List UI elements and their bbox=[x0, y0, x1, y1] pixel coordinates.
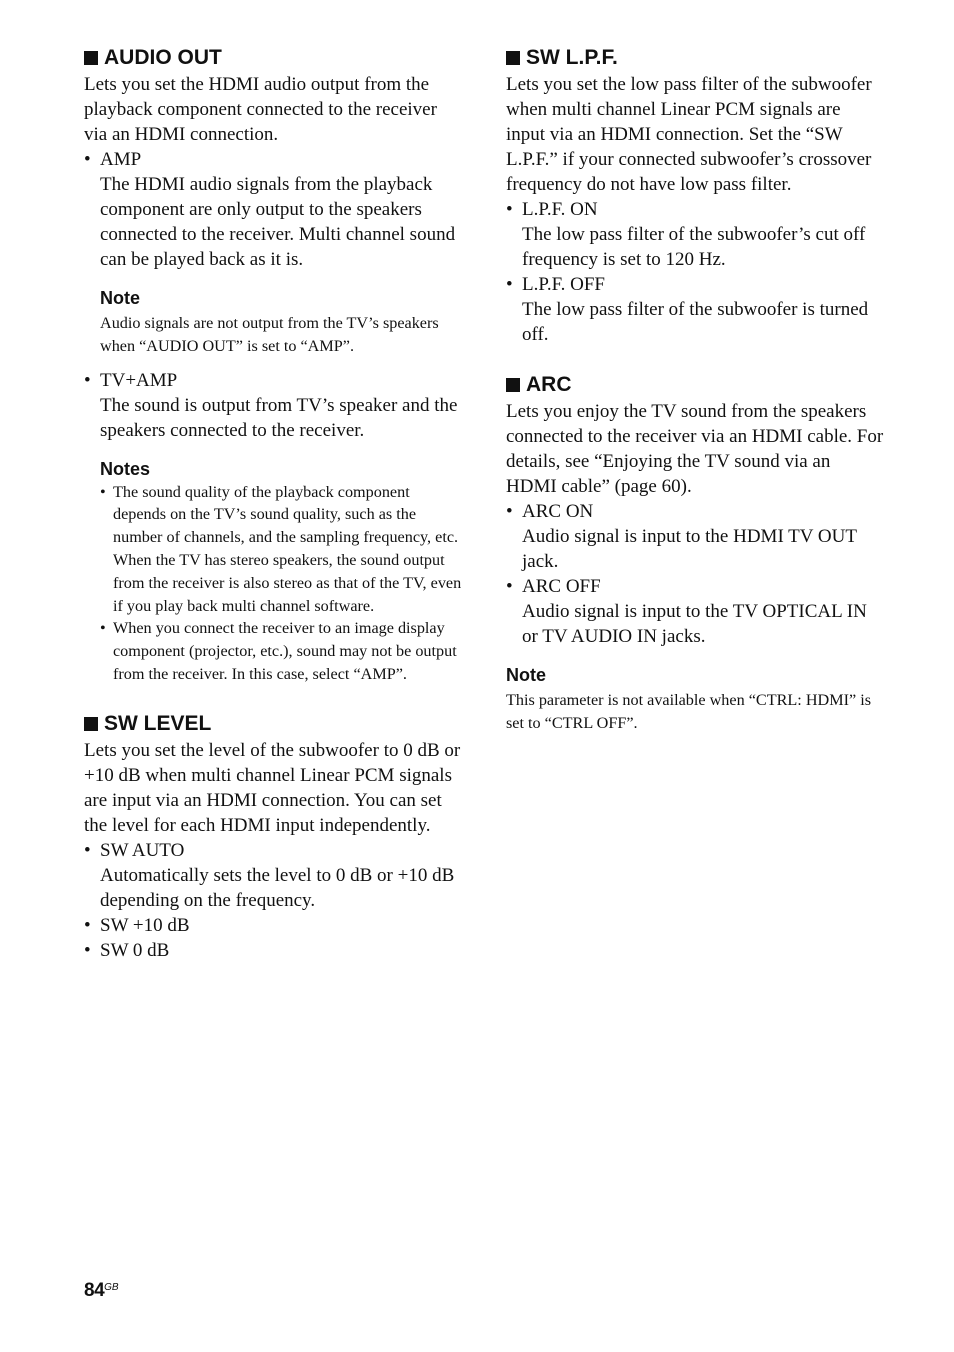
audio-out-title: AUDIO OUT bbox=[104, 46, 222, 69]
bullet-icon: • bbox=[506, 501, 513, 522]
option-sw-auto bbox=[84, 838, 462, 913]
option-lpf-on-desc: The low pass filter of the subwoofer’s cut off frequency is set to 120 Hz. bbox=[522, 224, 866, 270]
option-amp bbox=[84, 147, 462, 272]
option-arc-off-desc: Audio signal is input to the TV OPTICAL IN or TV AUDIO IN jacks. bbox=[522, 601, 867, 647]
square-bullet-icon bbox=[506, 51, 520, 65]
sw-lpf-section bbox=[506, 44, 884, 347]
audio-out-section bbox=[84, 44, 462, 686]
sw-level-intro: Lets you set the level of the subwoofer to 0 dB or +10 dB when multi channel Linear PCM signals are input via an HDMI connection. You can set the level for each HDMI input independently. bbox=[84, 739, 461, 836]
audio-out-heading bbox=[84, 44, 462, 72]
option-arc-off bbox=[506, 574, 884, 649]
sw-level-heading bbox=[84, 710, 462, 738]
option-amp-desc: The HDMI audio signals from the playback component are only output to the speakers connected to the receiver. Multi channel sound can be played back as it is. bbox=[100, 174, 456, 270]
option-arc-on-label: ARC ON bbox=[522, 501, 594, 522]
note-list-item: • When you connect the receiver to an image display component (projector, etc.), sound may not be output from the receiver. In this case, select “AMP”. bbox=[100, 619, 457, 683]
bullet-icon: • bbox=[84, 369, 91, 391]
option-arc-on bbox=[506, 499, 884, 574]
arc-heading bbox=[506, 371, 884, 399]
option-tv-amp-desc: The sound is output from TV’s speaker and the speakers connected to the receiver. bbox=[100, 394, 458, 441]
amp-note bbox=[84, 286, 462, 358]
bullet-icon: • bbox=[84, 149, 91, 170]
option-lpf-on bbox=[506, 197, 884, 272]
option-sw-auto-desc: Automatically sets the level to 0 dB or +10 dB depending on the frequency. bbox=[100, 864, 455, 911]
square-bullet-icon bbox=[84, 51, 98, 65]
audio-out-intro: Lets you set the HDMI audio output from the playback component connected to the receiver via an HDMI connection. bbox=[84, 74, 437, 145]
notes-heading: Notes bbox=[100, 458, 151, 479]
note-text: Audio signals are not output from the TV’s speakers when “AUDIO OUT” is set to “AMP”. bbox=[100, 314, 439, 355]
page-region-code: GB bbox=[104, 1282, 119, 1293]
arc-section bbox=[506, 371, 884, 735]
page-number-value: 84 bbox=[84, 1280, 105, 1301]
bullet-icon: • bbox=[506, 199, 513, 220]
option-tv-amp-label: TV+AMP bbox=[100, 369, 178, 391]
sw-level-section bbox=[84, 710, 462, 963]
arc-note bbox=[506, 663, 884, 735]
left-column bbox=[84, 44, 462, 963]
option-arc-on-desc: Audio signal is input to the HDMI TV OUT jack. bbox=[522, 526, 857, 572]
sw-lpf-title: SW L.P.F. bbox=[526, 46, 618, 69]
option-sw-plus10: • SW +10 dB bbox=[84, 914, 190, 936]
bullet-icon: • bbox=[506, 576, 513, 597]
note-list-item: • The sound quality of the playback component depends on the TV’s sound quality, such as the number of channels, and the sampling frequency, etc. When the TV has stereo speakers, the sound output from the receiver is also stereo as that of the TV, even if you play back multi channel software. bbox=[100, 482, 462, 615]
bullet-icon: • bbox=[100, 482, 106, 501]
note-text: This parameter is not available when “CTRL: HDMI” is set to “CTRL OFF”. bbox=[506, 691, 872, 732]
arc-intro: Lets you enjoy the TV sound from the speakers connected to the receiver via an HDMI cable. For details, see “Enjoying the TV sound via an HDMI cable” (page 60). bbox=[506, 401, 884, 497]
note-heading: Note bbox=[506, 665, 546, 685]
bullet-icon: • bbox=[506, 274, 513, 295]
page-number bbox=[84, 1280, 119, 1302]
sw-lpf-intro: Lets you set the low pass filter of the subwoofer when multi channel Linear PCM signals are input via an HDMI connection. Set the “SW L.P.F.” if your connected subwoofer’s crossover frequency do not have low pass filter. bbox=[506, 74, 872, 195]
option-lpf-off-label: L.P.F. OFF bbox=[522, 274, 605, 295]
option-lpf-off bbox=[506, 272, 884, 347]
option-sw-zero: • SW 0 dB bbox=[84, 939, 170, 961]
bullet-icon: • bbox=[100, 619, 106, 638]
sw-lpf-heading bbox=[506, 44, 884, 72]
bullet-icon: • bbox=[84, 839, 91, 861]
option-sw-auto-label: SW AUTO bbox=[100, 839, 185, 861]
option-amp-label: AMP bbox=[100, 149, 142, 170]
option-arc-off-label: ARC OFF bbox=[522, 576, 601, 597]
arc-title: ARC bbox=[526, 373, 572, 396]
sw-level-title: SW LEVEL bbox=[104, 711, 212, 735]
note-heading: Note bbox=[100, 288, 140, 308]
right-column bbox=[506, 44, 884, 735]
bullet-icon: • bbox=[84, 914, 91, 936]
tv-amp-notes bbox=[84, 457, 462, 686]
option-lpf-on-label: L.P.F. ON bbox=[522, 199, 598, 220]
square-bullet-icon bbox=[506, 378, 520, 392]
option-lpf-off-desc: The low pass filter of the subwoofer is turned off. bbox=[522, 299, 869, 345]
square-bullet-icon bbox=[84, 717, 98, 731]
option-tv-amp bbox=[84, 368, 462, 443]
bullet-icon: • bbox=[84, 939, 91, 961]
